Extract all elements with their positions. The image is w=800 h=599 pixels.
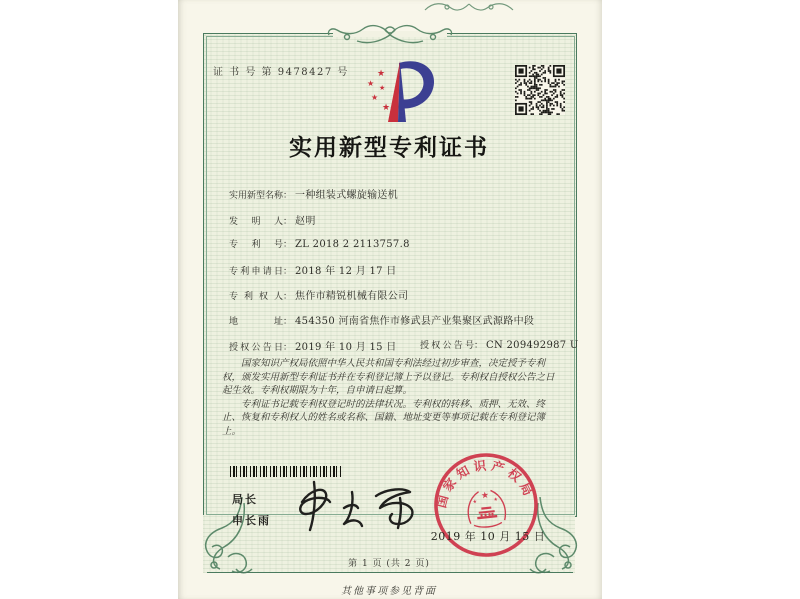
legal-text: [222, 357, 562, 438]
officer-name: 申长雨: [232, 514, 271, 527]
officer-title: 局长: [232, 493, 258, 506]
seal-agency-text: 国家知识产权局: [433, 457, 538, 510]
frame-top-flourish: [325, 21, 455, 50]
seal-date: 2019 年 10 月 15 日: [430, 530, 546, 543]
field-colon: ：: [283, 240, 293, 250]
cnipa-patent-logo-icon: [355, 56, 440, 128]
star-icon: ★: [493, 496, 499, 504]
legal-paragraph-2: 专利证书记载专利权登记时的法律状况。专利权的转移、质押、无效、终止、恢复和专利权人的姓名或名称、国籍、地址变更等事项记载在专利登记簿上。: [222, 398, 546, 437]
field-value: 454350 河南省焦作市修武县产业集聚区武源路中段: [295, 316, 535, 327]
field-label: 授权公告日: [229, 343, 283, 353]
field-row-name: [229, 186, 398, 200]
page-number: 第 1 页 (共 2 页): [348, 559, 430, 569]
field-value: CN 209492987 U: [486, 340, 579, 351]
field-colon: ：: [474, 341, 484, 351]
field-row-grant: [229, 338, 579, 353]
star-icon: ★: [472, 498, 478, 506]
qr-code-icon: [515, 65, 565, 115]
svg-text:国家知识产权局: [429, 453, 538, 511]
field-value: 2018 年 12 月 17 日: [295, 266, 397, 277]
field-value: 赵明: [295, 216, 316, 227]
field-colon: ：: [283, 191, 293, 201]
field-label: 专利权人: [229, 292, 283, 302]
field-colon: ：: [283, 317, 293, 327]
footer-rule: [207, 572, 573, 575]
field-value: 一种组装式螺旋输送机: [295, 190, 399, 201]
star-icon: ★: [480, 490, 490, 502]
field-label: 发明人: [229, 217, 283, 227]
certificate-title: 实用新型专利证书: [289, 134, 489, 161]
field-label: 实用新型名称: [229, 191, 284, 201]
field-colon: ：: [283, 217, 293, 227]
field-label: 地址: [229, 317, 283, 327]
star-icon: ★: [379, 84, 386, 92]
field-label: 专利申请日: [229, 267, 283, 277]
field-label: 授权公告号: [420, 341, 474, 351]
director-signature-icon: [280, 474, 420, 538]
field-value: 2019 年 10 月 15 日: [295, 342, 397, 353]
certificate-number: 证 书 号 第 9478427 号: [213, 67, 349, 78]
star-icon: ★: [382, 103, 391, 113]
certificate-paper: [178, 0, 602, 599]
field-colon: ：: [283, 343, 293, 353]
field-value: ZL 2018 2 2113757.8: [295, 239, 410, 250]
field-label: 专利号: [229, 240, 283, 250]
field-row-inventor: [229, 212, 316, 226]
field-colon: ：: [283, 267, 293, 277]
field-row-filing-date: [229, 262, 397, 276]
field-row-patentee: [229, 287, 408, 301]
field-value: 焦作市精锐机械有限公司: [295, 291, 409, 302]
grant-number-group: [420, 338, 579, 351]
star-icon: ★: [371, 93, 379, 102]
field-colon: ：: [283, 292, 293, 302]
field-row-address: [229, 312, 534, 326]
field-row-patent-no: [229, 237, 410, 251]
star-icon: ★: [367, 79, 375, 88]
back-side-note: 其他事项参见背面: [341, 586, 437, 597]
star-icon: ★: [377, 69, 386, 79]
top-edge-ornament: [423, 0, 515, 11]
cnipa-official-seal-icon: [428, 447, 544, 563]
legal-paragraph-1: 国家知识产权局依照中华人民共和国专利法经过初步审查，决定授予专利权，颁发实用新型专利证书并在专利登记簿上予以登记。专利权自授权公告之日起生效。专利权期限为十年，自申请日起算。: [222, 358, 555, 396]
